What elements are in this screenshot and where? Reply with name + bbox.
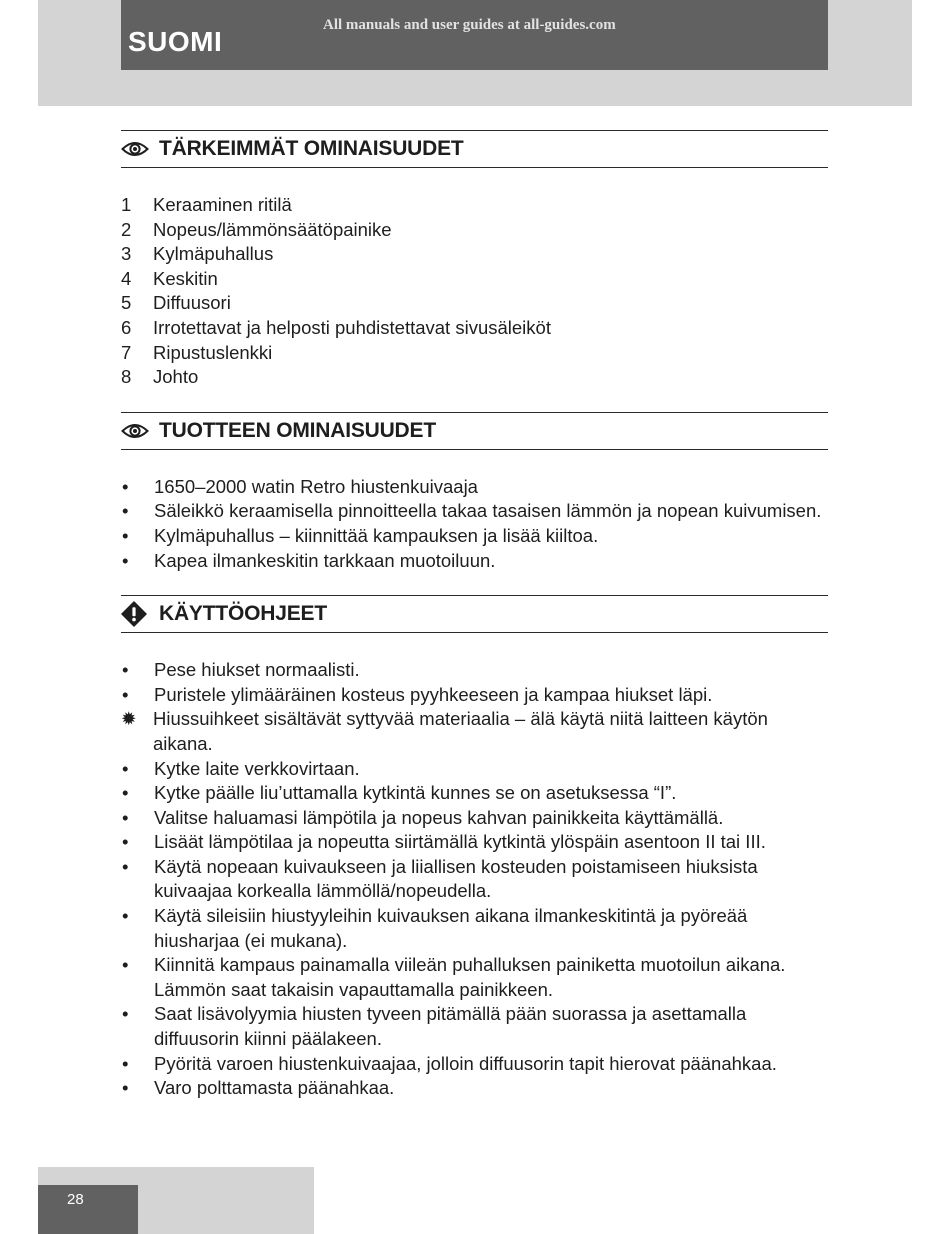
eye-icon — [121, 138, 151, 160]
item-text: Keskitin — [153, 267, 218, 289]
item-text: 1650–2000 watin Retro hiustenkuivaaja — [154, 475, 478, 497]
bullet-marker: • — [122, 954, 129, 976]
list-item — [121, 1076, 828, 1101]
list-item — [121, 953, 828, 1002]
list-item — [121, 524, 828, 549]
bullet-marker: • — [122, 475, 129, 497]
bullet-marker: • — [122, 1077, 129, 1099]
list-item — [121, 316, 828, 341]
item-text: Kytke laite verkkovirtaan. — [154, 757, 360, 779]
item-number: 3 — [121, 243, 132, 265]
burst-warning-icon: ✹ — [121, 708, 137, 730]
item-text: Irrotettavat ja helposti puhdistettavat sivusäleiköt — [153, 316, 551, 338]
section-title: TUOTTEEN OMINAISUUDET — [159, 418, 436, 442]
item-number: 2 — [121, 218, 132, 240]
bullet-marker: • — [122, 782, 129, 804]
bullet-marker: • — [122, 549, 129, 571]
main-features-list — [121, 193, 828, 390]
list-item — [121, 475, 828, 500]
bullet-marker: • — [122, 1052, 129, 1074]
list-item — [121, 806, 828, 831]
bullet-marker: • — [122, 806, 129, 828]
item-text: Säleikkö keraamisella pinnoitteella takaa tasaisen lämmön ja nopean kuivumisen. — [154, 500, 822, 522]
item-text: Diffuusori — [153, 292, 231, 314]
item-text: Kylmäpuhallus – kiinnittää kampauksen ja lisää kiiltoa. — [154, 524, 599, 546]
list-item — [121, 683, 828, 708]
item-number: 4 — [121, 267, 132, 289]
bullet-marker: • — [122, 524, 129, 546]
list-item — [121, 707, 828, 756]
list-item — [121, 341, 828, 366]
item-number: 7 — [121, 341, 132, 363]
section-header-main-features — [121, 130, 828, 168]
item-text: Johto — [153, 366, 199, 388]
item-text: Kiinnitä kampaus painamalla viileän puhalluksen painiketta muotoilun aikana. Lämmön saat takaisin vapauttamalla painikkeen. — [154, 954, 786, 1000]
list-item — [121, 658, 828, 683]
item-text: Puristele ylimääräinen kosteus pyyhkeeseen ja kampaa hiukset läpi. — [154, 683, 713, 705]
product-features-list — [121, 475, 828, 573]
item-text: Käytä nopeaan kuivaukseen ja liiallisen kosteuden poistamiseen hiuksista kuivaajaa korkealla lämmöllä/nopeudella. — [154, 855, 758, 902]
list-item — [121, 1002, 828, 1051]
page-number: 28 — [67, 1191, 84, 1208]
item-number: 8 — [121, 366, 132, 388]
bullet-marker: • — [122, 683, 129, 705]
list-item — [121, 267, 828, 292]
item-text: Lisäät lämpötilaa ja nopeutta siirtämällä kytkintä ylöspäin asentoon II tai III. — [154, 831, 766, 853]
list-item — [121, 855, 828, 904]
list-item — [121, 549, 828, 574]
list-item — [121, 757, 828, 782]
language-label: SUOMI — [128, 26, 223, 57]
section-header-instructions — [121, 595, 828, 633]
section-title: KÄYTTÖOHJEET — [159, 602, 327, 626]
language-bar — [121, 0, 828, 70]
list-item — [121, 218, 828, 243]
bullet-marker: • — [122, 1003, 129, 1025]
item-text: Pyöritä varoen hiustenkuivaajaa, jolloin diffuusorin tapit hierovat päänahkaa. — [154, 1052, 777, 1074]
item-text: Pese hiukset normaalisti. — [154, 659, 360, 681]
item-text: Varo polttamasta päänahkaa. — [154, 1077, 395, 1099]
list-item — [121, 291, 828, 316]
list-item — [121, 193, 828, 218]
item-text: Hiussuihkeet sisältävät syttyvää materiaalia – älä käytä niitä laitteen käytön aikana. — [153, 708, 768, 754]
bullet-marker: • — [122, 855, 129, 877]
section-title: TÄRKEIMMÄT OMINAISUUDET — [159, 137, 464, 160]
list-item — [121, 365, 828, 390]
eye-icon — [121, 420, 151, 442]
bullet-marker: • — [122, 831, 129, 853]
page-content — [121, 130, 828, 1101]
instructions-list — [121, 658, 828, 1101]
watermark-text: All manuals and user guides at all-guides.com — [323, 17, 616, 33]
item-number: 5 — [121, 292, 132, 314]
item-number: 6 — [121, 316, 132, 338]
item-text: Valitse haluamasi lämpötila ja nopeus kahvan painikkeita käyttämällä. — [154, 806, 724, 828]
list-item — [121, 904, 828, 953]
list-item — [121, 781, 828, 806]
section-header-product-features — [121, 412, 828, 450]
item-text: Saat lisävolyymia hiusten tyveen pitämällä pään suorassa ja asettamalla diffuusorin kiinni päälakeen. — [154, 1003, 747, 1050]
bullet-marker: • — [122, 905, 129, 927]
item-text: Kytke päälle liu’uttamalla kytkintä kunnes se on asetuksessa “I”. — [154, 782, 677, 804]
bullet-marker: • — [122, 757, 129, 779]
item-text: Nopeus/lämmönsäätöpainike — [153, 218, 392, 240]
list-item — [121, 242, 828, 267]
item-text: Kapea ilmankeskitin tarkkaan muotoiluun. — [154, 549, 496, 571]
list-item — [121, 1052, 828, 1077]
warning-diamond-icon — [121, 603, 151, 625]
page-number-box — [38, 1185, 138, 1234]
item-text: Keraaminen ritilä — [153, 194, 292, 215]
item-number: 1 — [121, 194, 132, 215]
item-text: Ripustuslenkki — [153, 341, 273, 363]
list-item — [121, 499, 828, 524]
bullet-marker: • — [122, 659, 129, 681]
list-item — [121, 830, 828, 855]
bullet-marker: • — [122, 500, 129, 522]
item-text: Käytä sileisiin hiustyyleihin kuivauksen aikana ilmankeskitintä ja pyöreää hiusharjaa (ei mukana). — [154, 905, 748, 951]
item-text: Kylmäpuhallus — [153, 243, 274, 265]
